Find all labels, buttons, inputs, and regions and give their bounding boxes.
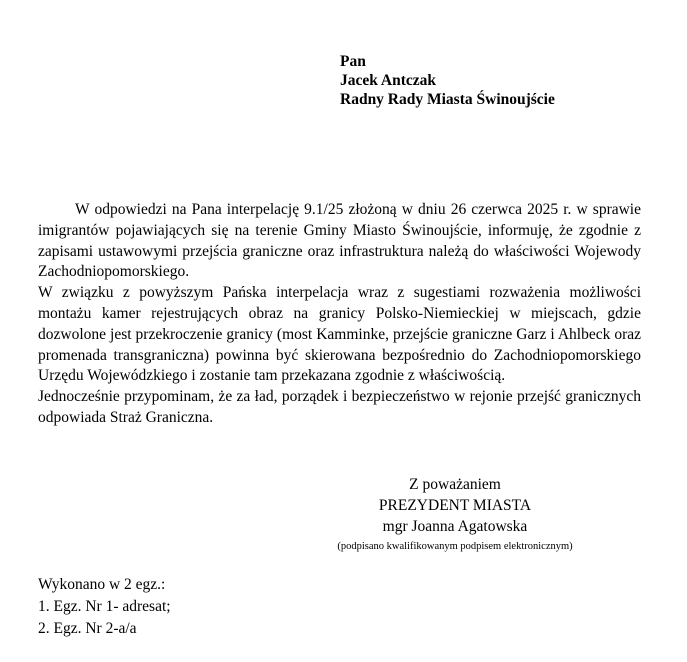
signature-block — [305, 474, 605, 555]
recipient-block — [340, 52, 555, 109]
body-paragraph-2: W związku z powyższym Pańska interpelacja wraz z sugestiami rozważenia możliwości montażu kamer rejestrujących obraz na granicy Polsko-Niemieckiej w miejscach, gdzie dozwolone jest przekroczenie granicy (most Kamminke, przejście graniczne Garz i Ahlbeck oraz promenada transgraniczna) powinna być skierowana bezpośrednio do Zachodniopomorskiego Urzędu Wojewódzkiego i zostanie tam przekazana zgodnie z właściwością. — [38, 284, 641, 385]
signature-note: (podpisano kwalifikowanym podpisem elektronicznym) — [337, 541, 573, 552]
letter-body — [38, 200, 641, 429]
recipient-title: Radny Rady Miasta Świnoujście — [340, 91, 555, 108]
signature-name: mgr Joanna Agatowska — [382, 518, 528, 535]
recipient-name: Jacek Antczak — [340, 72, 437, 89]
signature-closing: Z poważaniem — [409, 476, 501, 493]
copies-item-2: 2. Egz. Nr 2-a/a — [38, 620, 137, 637]
copies-item-1: 1. Egz. Nr 1- adresat; — [38, 598, 171, 615]
body-paragraph-3: Jednocześnie przypominam, że za ład, porządek i bezpieczeństwo w rejonie przejść granicznych odpowiada Straż Graniczna. — [38, 388, 641, 426]
copies-block — [38, 574, 171, 640]
copies-heading: Wykonano w 2 egz.: — [38, 576, 166, 593]
body-paragraph-1: W odpowiedzi na Pana interpelację 9.1/25 złożoną w dniu 26 czerwca 2025 r. w sprawie imigrantów pojawiających się na terenie Gminy Miasto Świnoujście, informuję, że zgodnie z zapisami ustawowymi przejścia graniczne oraz infrastruktura należą do właściwości Wojewody Zachodniopomorskiego. — [38, 201, 641, 281]
signature-title: PREZYDENT MIASTA — [378, 497, 532, 514]
recipient-salutation: Pan — [340, 53, 366, 70]
